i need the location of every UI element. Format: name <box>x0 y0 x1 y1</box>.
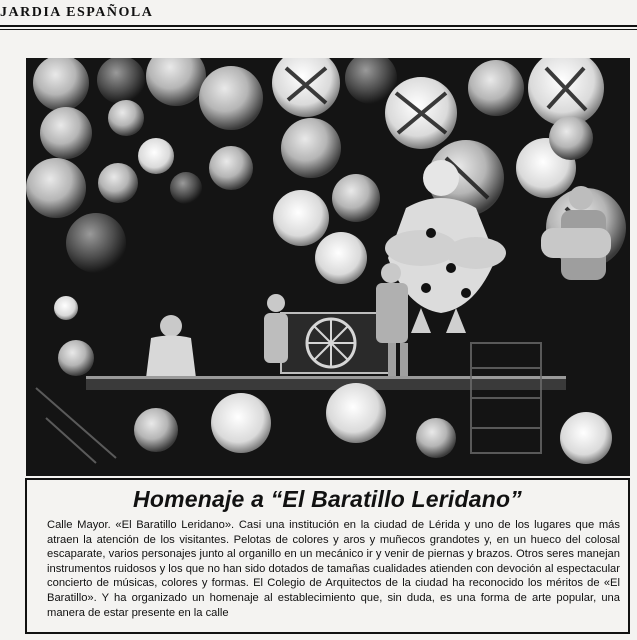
barrel-organ <box>281 313 391 373</box>
masthead <box>0 0 637 30</box>
caption-headline: Homenaje a “El Baratillo Leridano” <box>133 486 522 512</box>
caption-body: Calle Mayor. «El Baratillo Leridano». Casi una institución en la ciudad de Lérida y uno de los lugares que más atraen la atención de los visitantes. Pelotas de colores y aros y muñecos grandotes y, en un hueco del colosal escaparate, varios personajes junto al organillo en un mecánico ir y venir de piernas y brazos. Otros seres manejan instrumentos ruidosos y los que no han sido dotados de tamañas cualidades atienden con devoción al espectacular concierto de músicas, colores y formas. El Colegio de Arquitectos de la ciudad ha reconocido los méritos de «El Baratillo». Y ha organizado un homenaje al establecimiento que, sin duda, es una forma de arte popular, una manera de estar presente en la calle <box>47 519 620 619</box>
photo-illustration <box>26 58 630 476</box>
masthead-rule <box>0 25 637 27</box>
photo-caption <box>25 478 630 634</box>
news-photo <box>26 58 630 476</box>
masthead-rule-thin <box>0 29 637 30</box>
masthead-title: JARDIA ESPAÑOLA <box>0 5 154 20</box>
